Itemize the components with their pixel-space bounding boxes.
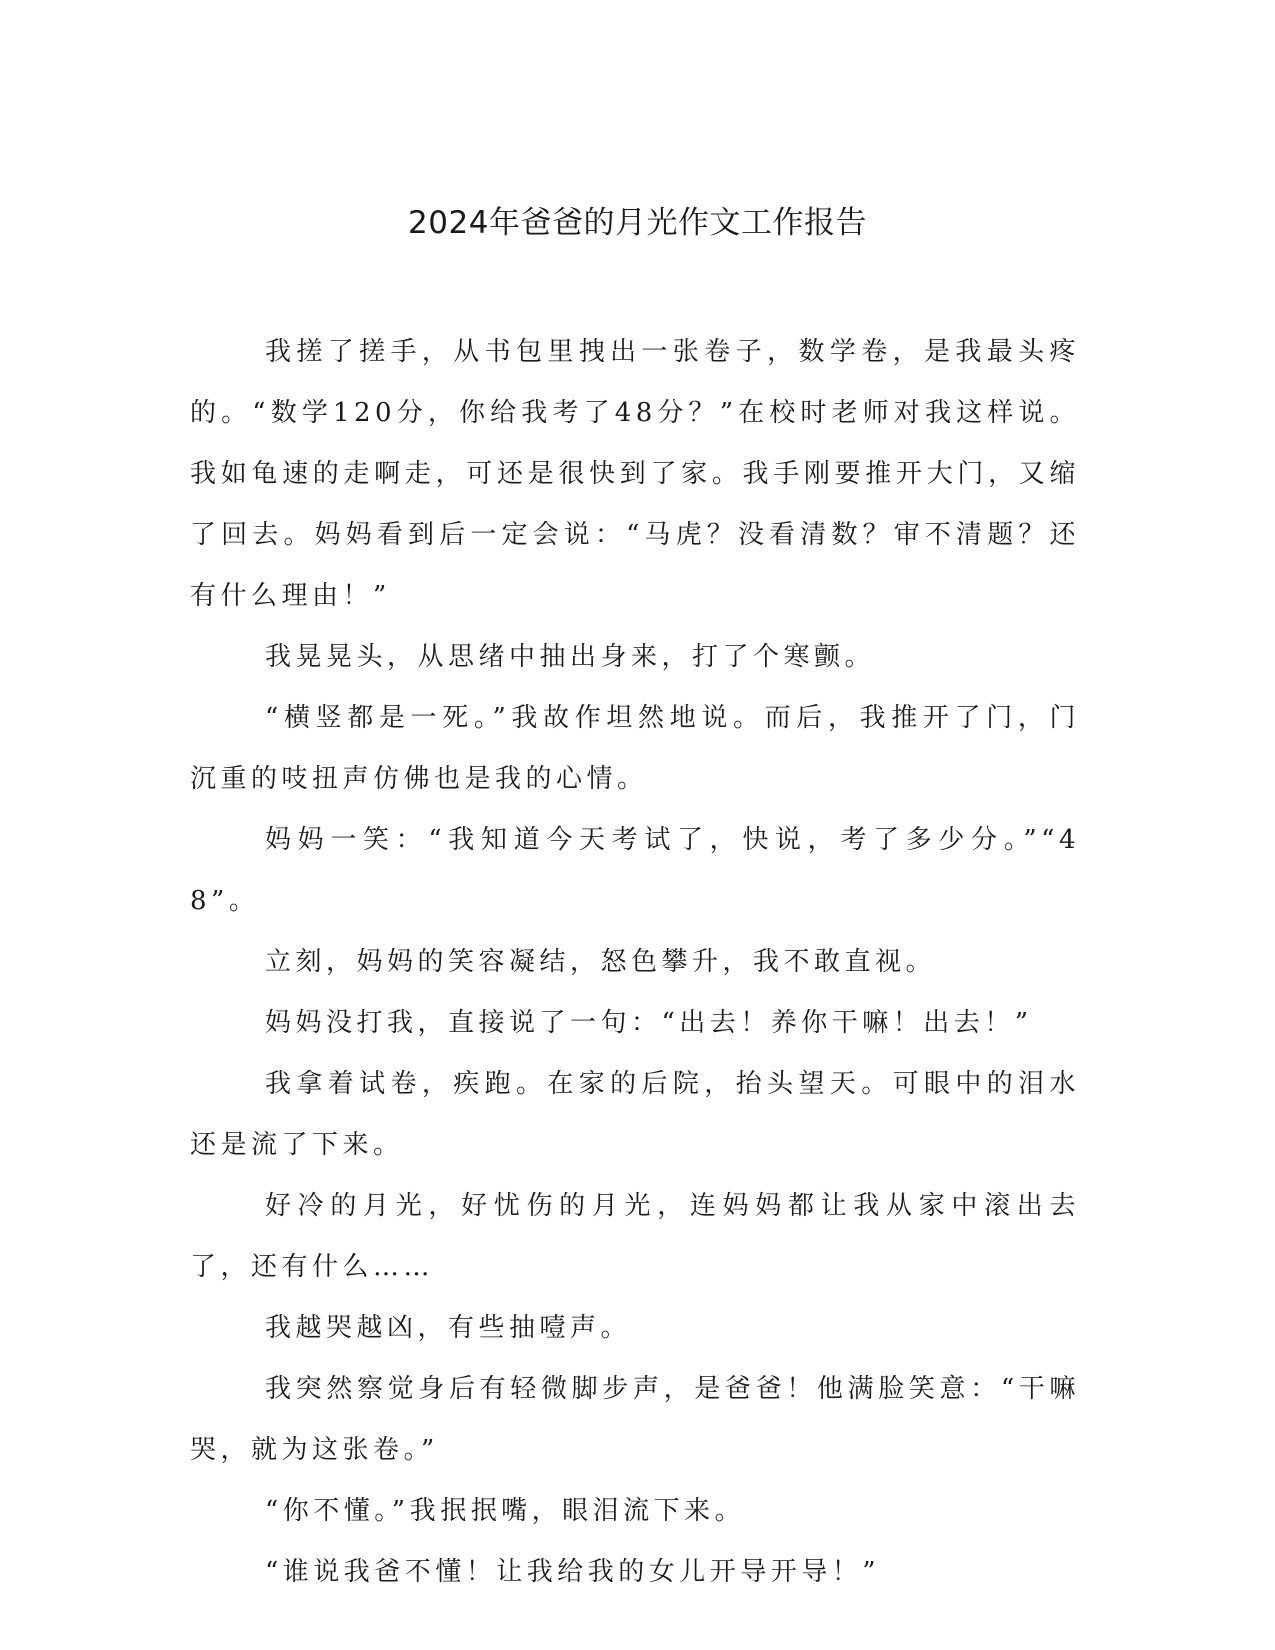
paragraph: 我拿着试卷，疾跑。在家的后院，抬头望天。可眼中的泪水还是流了下来。 [190, 1069, 1080, 1160]
paragraph: “你不懂。”我抿抿嘴，眼泪流下来。 [265, 1496, 746, 1526]
paragraph: 立刻，妈妈的笑容凝结，怒色攀升，我不敢直视。 [265, 947, 937, 977]
paragraph: 妈妈一笑：“我知道今天考试了，快说，考了多少分。”“48”。 [190, 825, 1080, 916]
document-body [190, 322, 1080, 1603]
paragraph: “横竖都是一死。”我故作坦然地说。而后，我推开了门，门沉重的吱扭声仿佛也是我的心情。 [190, 703, 1080, 794]
paragraph: 妈妈没打我，直接说了一句：“出去！养你干嘛！出去！” [265, 1008, 1033, 1038]
paragraph: “谁说我爸不懂！让我给我的女儿开导开导！” [265, 1557, 881, 1587]
paragraph: 我突然察觉身后有轻微脚步声，是爸爸！他满脸笑意：“干嘛哭，就为这张卷。” [190, 1374, 1080, 1465]
paragraph: 我晃晃头，从思绪中抽出身来，打了个寒颤。 [265, 642, 876, 672]
document-title: 2024年爸爸的月光作文工作报告 [408, 205, 867, 241]
paragraph: 好冷的月光，好忧伤的月光，连妈妈都让我从家中滚出去了，还有什么…… [190, 1191, 1080, 1282]
paragraph: 我搓了搓手，从书包里拽出一张卷子，数学卷，是我最头疼的。“数学120分，你给我考了48分？”在校时老师对我这样说。我如龟速的走啊走，可还是很快到了家。我手刚要推开大门，又缩了回去。妈妈看到后一定会说：“马虎？没看清数？审不清题？还有什么理由！” [190, 337, 1080, 611]
paragraph: 我越哭越凶，有些抽噎声。 [265, 1313, 632, 1343]
